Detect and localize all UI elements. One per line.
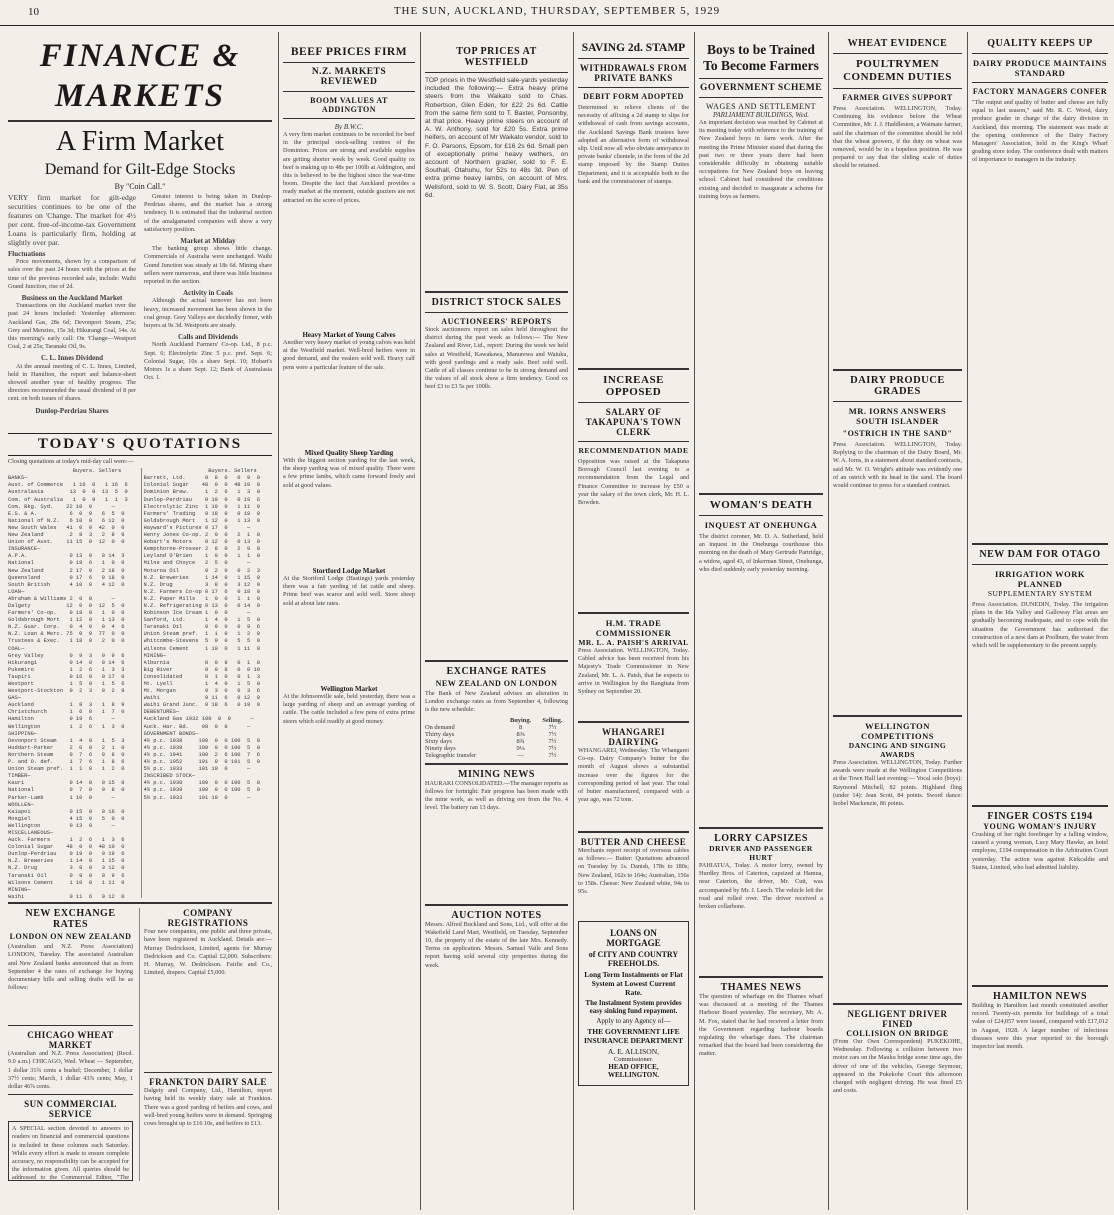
quotation-row: Sanford, Ltd. 1 4 0 1 5 0 — [143, 617, 260, 624]
stamp-column — [578, 36, 689, 1211]
quotation-row: National 0 7 0 0 8 0 — [8, 787, 125, 794]
quotation-row: Alburnia 0 0 9 0 1 0 — [143, 659, 260, 666]
subhead: Business on the Auckland Market — [21, 294, 123, 303]
quotation-row: Pukemiro 1 2 6 1 3 3 — [8, 666, 125, 673]
quotation-row: Kempthorne-Prosser 2 8 0 2 9 0 — [143, 546, 260, 553]
column-rule — [573, 32, 574, 1210]
westfield-text: TOP prices in the Westfield sale-yards yesterday included the following:— Extra heavy prime steers from the Waikato sold to Chas. Robertson, Glen Eden, for £22 2s 6d. Cattle from the same firm sold to T. Baxter, Ponsonby, at that price. Heavy prime steers on account of A. W. Anthony, sold for £20 5s. Extra prime heifers, on account of Mr Waikato vendor, sold to F. O. Parsons, Epsom, for £16 2s 6d. Small pen of exceptionally prime heavy wethers, on account of Northern grazier, sold to F. E. Southall, Otahuhu, for 52s to 48s 3d. Pen of extra prime heavy lambs, on account of Mrs. Wellsford, sold to W. S. Scott, Dairy Flat, at 35s 6d. — [425, 77, 568, 199]
quotation-row: Parker-Lamb 1 10 0 — — [8, 794, 115, 801]
article-text: Greater interest is being taken in Dunlop-Perdriau shares, and the market has a strong tendency. It is estimated that the industrial section of the amalgamated companies will show a very satisfactory position. — [144, 193, 272, 233]
ad-line: of CITY AND COUNTRY FREEHOLDS. — [588, 950, 679, 968]
exchange-title: NEW EXCHANGE RATES — [25, 908, 116, 931]
commercial-title: SUN COMMERCIAL SERVICE — [24, 1099, 117, 1120]
thames-text: The question of wharfage on the Thames wharf was discussed at a meeting of the Thames Harbour Board yesterday. The secretary, Mr. A. M. Fox, stated that he had received a letter from the Government regarding harbour boards regulating the wharfage dues. The chairman remarked that the board had been considering the matter. — [699, 993, 823, 1058]
dairy-sub: MR. IORNS ANSWERS SOUTH ISLANDER — [848, 406, 947, 426]
quotation-row: Robinson Ice Cream 1 0 0 — — [143, 610, 251, 617]
mortgage-ad — [578, 921, 689, 1086]
quality-text: "The output and quality of butter and cheese are fully equal to last season," said Mr. R. C. Wood, dairy produce grader in charge of the dairy division in Auckland, this morning. The statement was made at the opening conference of the Dairy Factory Managers' Association, held in the King's Wharf grading store today. The conference dealt with matters of importance to managers in the industry. — [972, 99, 1108, 164]
dam-sub2: SUPPLEMENTARY SYSTEM — [987, 589, 1093, 598]
stamp-text: Determined to relieve clients of the necessity of affixing a 2d stamp to slips for withdrawal of cash from savings accounts, the Auckland Savings Bank trustees have adopted an alternative form of withdrawal slip. Until now all who obviate annoyance to private banks' clientele, in the form of the 2d stamp imposed by the Stamp Duties Department, and it is acceptable both to the bank and the commissioner of stamps. — [578, 104, 689, 185]
article-text: Transactions on the Auckland market over the past 24 hours included: Yesterday afternoon: Auckland Gas, 28s 6d; Devonport Steam, 25s; Grey and Menzies, 15s 3d; Hikurangi Coal, 14s. At this morning's early call: On 'Change—Westport Coal, 2 at 25s; Taranaki Oil, 9s. — [8, 302, 136, 351]
quotation-row: Wilsons Cement 1 10 0 1 11 0 — [8, 879, 125, 886]
quotation-row: 4½ p.c. 1952 101 0 0 101 5 0 — [143, 759, 260, 766]
quotation-row: 5½ p.c. 1933 101 10 0 — — [143, 794, 251, 801]
quotation-row: N.Z. Guar. Corp. 0 4 0 0 4 6 — [8, 624, 125, 631]
quotation-row: Barrett, Ltd. 0 8 0 0 9 0 — [143, 475, 260, 482]
wheat-sub2: FARMER GIVES SUPPORT — [842, 93, 953, 102]
page-number: 10 — [28, 6, 39, 18]
paper-title: THE SUN, AUCKLAND, THURSDAY, SEPTEMBER 5, 1929 — [393, 5, 721, 17]
quotation-row: N.Z. Breweries 1 14 0 1 15 0 — [143, 574, 260, 581]
column-rule — [967, 32, 968, 1210]
exchange-row — [425, 752, 568, 759]
quotation-row: New Zealand 2 8 3 2 8 9 — [8, 532, 125, 539]
quotation-row: Auckland 1 8 3 1 8 9 — [8, 702, 125, 709]
quotation-row: Moturoa Oil 0 2 0 0 2 3 — [143, 567, 260, 574]
quotation-row: GAS— — [8, 695, 21, 702]
article-text: At the annual meeting of C. L. Innes, Limited, held in Hamilton, the report and balance-sheet showed another year of healthy progress. The directors recommended the usual dividend of 8 per cent. on both issues of shares. — [8, 362, 136, 403]
beef-title: BEEF PRICES FIRM — [290, 46, 408, 58]
quality-column — [972, 36, 1108, 1211]
farmers-title: Boys to be Trained To Become Farmers — [703, 42, 819, 73]
quotation-row: Electrolytic Zinc 1 10 0 1 11 0 — [143, 503, 260, 510]
quotation-row: Farmers' Co-op. 0 18 0 1 0 0 — [8, 610, 125, 617]
commercial-text: A SPECIAL section devoted to answers to readers on financial and commercial questions is included in these columns each Saturday. While every effort is made to ensure complete accuracy, no responsibility can be accepted for the information given. All queries should be addressed to the Commercial Editor, "The — [8, 1121, 133, 1181]
quotation-row: E.S. & A. 6 0 0 6 5 0 — [8, 510, 125, 517]
article-text: At the Johnsonville sale, held yesterday, there was a large yarding of sheep and an average yarding of cattle. The cattle included a few pens of extra prime steers which sold readily at good money. — [283, 693, 415, 725]
increase-sub2: RECOMMENDATION MADE — [578, 446, 689, 455]
exchange-row — [425, 724, 568, 731]
dairy-title: DAIRY PRODUCE GRADES — [850, 375, 945, 397]
exchange-row — [425, 731, 568, 738]
quotation-row: Westport 1 5 0 1 5 6 — [8, 681, 125, 688]
quotation-row: National of N.Z. 6 10 0 6 12 0 — [8, 517, 125, 524]
quotation-row: N.Z. Drug 3 8 0 3 12 0 — [143, 581, 260, 588]
quotation-row: N.Z. Loan & Merc. 75 0 0 77 0 0 — [8, 631, 125, 638]
quotation-row: Dalgety 12 0 0 12 5 0 — [8, 602, 125, 609]
trade-text: Press Association. WELLINGTON, Today. Cabled advice has been received from his Majesty's Trade Commissioner in New Zealand, Mr. L. A. Paish, that he expects to arrive in Wellington by the Rangitata from Sydney on September 20. — [578, 647, 689, 696]
quotation-row: COAL— — [8, 645, 25, 652]
quotation-row: Henry Jones Co-op. 2 0 0 2 1 0 — [143, 532, 260, 539]
exchange-cell: 7½ — [548, 737, 557, 745]
quotation-row: A.P.A. 0 13 9 0 14 3 — [8, 553, 125, 560]
quotation-row: Mosgiel 4 15 0 5 0 0 — [8, 815, 125, 822]
quotations-header: Buyers. Sellers — [8, 468, 122, 475]
exchange-rates-text: The Bank of New Zealand advises an alteration in London exchange rates as from September 4, following is the new schedule: — [425, 690, 568, 714]
wheat-sub: POULTRYMEN CONDEMN DUTIES — [843, 58, 952, 83]
westfield-title: TOP PRICES AT WESTFIELD — [456, 46, 537, 68]
quotation-row: Hobart's Motors 0 12 0 0 13 0 — [143, 539, 260, 546]
subhead: Mixed Quality Sheep Yarding — [304, 449, 394, 457]
quotation-row: Com. Bkg. Syd. 22 10 0 — — [8, 503, 115, 510]
quotation-row: Colonial Sugar 48 0 0 48 10 0 — [143, 482, 260, 489]
finance-banner: FINANCE & MARKETS — [39, 38, 241, 114]
increase-title: INCREASE OPPOSED — [603, 374, 664, 398]
beef-column — [283, 36, 415, 941]
exchange-table — [425, 717, 568, 759]
ad-line: HEAD OFFICE, WELLINGTON. — [607, 1063, 660, 1079]
quotation-row: Farmers' Trading 0 18 0 0 19 0 — [143, 510, 260, 517]
dairy-text: Press Association. WELLINGTON, Today. Replying to the chairman of the Dairy Board, Mr. W. A. Iorns, in a statement about standard contracts, said Mr. W. O. Wright's attitude was evidently one of an ostrich with its head in the sand. The board would continue to press for a standard contract. — [833, 441, 962, 490]
quotation-row: Christchurch 1 6 0 1 7 0 — [8, 709, 125, 716]
quotation-row: Com. of Australia 1 0 9 1 1 3 — [8, 496, 128, 503]
exchange-rates-title: EXCHANGE RATES — [446, 666, 547, 677]
death-sub: INQUEST AT ONEHUNGA — [704, 520, 818, 530]
quotations-note: Closing quotations at today's mid-day call were:— — [8, 458, 134, 465]
subhead: Activity in Coals — [183, 289, 233, 298]
lead-title: A Firm Market — [56, 126, 224, 157]
quotation-row: Whitcombe-Stevens 5 0 0 5 5 0 — [143, 638, 260, 645]
quotation-row: Aust. of Commerce 1 16 0 1 16 6 — [8, 482, 128, 489]
farmers-dateline: PARLIAMENT BUILDINGS, Wed. — [713, 111, 809, 119]
quotation-row: Hamilton 0 19 6 — — [8, 716, 115, 723]
quotation-row: Milne and Choyce 2 5 0 — — [143, 560, 251, 567]
quotation-row: N.Z. Paper Mills 1 0 0 1 1 0 — [143, 595, 260, 602]
quotations-title: TODAY'S QUOTATIONS — [8, 433, 272, 456]
ad-line: Apply to any Agency of— — [596, 1017, 671, 1025]
byline: By "Coin Call." — [114, 182, 166, 191]
quotations-list-a — [8, 475, 137, 898]
article-text: At the Stortford Lodge (Hastings) yards yesterday there was a fair yarding of fat cattle and sheep. Prime beef was scarce and sold well. Store sheep sold at about late rates. — [283, 575, 415, 607]
dam-title: NEW DAM FOR OTAGO — [979, 549, 1101, 560]
beef-text: A very firm market continues to be recorded for beef in the principal stock-selling centres of the Dominion. Prices are strong and available supplies are getting shorter week by week. Good quality ox beef is making up to 48s per 100lb at Addington, and this is believed to be the highest since the war-time boom. Despite the fact that Auckland provides a ready market at the moment, outside graziers are not attracted on the score of prices. — [283, 131, 415, 204]
quality-sub2: FACTORY MANAGERS CONFER — [972, 87, 1108, 96]
frankton-title: FRANKTON DAIRY SALE — [149, 1077, 267, 1088]
quotation-row: 4½ p.c. 1939 100 0 0 100 5 0 — [143, 744, 260, 751]
quotation-row: Wellington 0 13 0 — — [8, 822, 115, 829]
quotation-row: Union Steam pref. 1 1 0 1 2 0 — [8, 766, 125, 773]
subhead: Calls and Dividends — [178, 333, 238, 342]
stamp-title: SAVING 2d. STAMP — [581, 42, 686, 54]
quotations-header: Buyers. Sellers — [143, 468, 257, 475]
ad-line: The Instalment System provides easy sinking fund repayment. — [585, 999, 682, 1015]
quotation-row: BANKS— — [8, 475, 28, 482]
quotation-row: Kaiapoi 0 15 0 0 16 0 — [8, 808, 125, 815]
article-text: The banking group shows little change. Commercials of Australia were unchanged. Waihi Grand Junction was steady at 18s 6d. Mining share sellers were numerous, and there was little business reported in the section. — [144, 245, 272, 286]
exchange-cell: 7½ — [548, 723, 557, 731]
quotation-row: Waihi 0 11 6 0 12 0 — [143, 695, 260, 702]
district-sub: AUCTIONEERS' REPORTS — [441, 317, 552, 326]
increase-sub: SALARY OF TAKAPUNA'S TOWN CLERK — [585, 407, 682, 437]
subhead: Wellington Market — [320, 685, 378, 693]
subhead: C. L. Innes Dividend — [40, 354, 104, 363]
negligent-title: NEGLIGENT DRIVER FINED — [847, 1009, 948, 1029]
mining-title: MINING NEWS — [458, 768, 535, 780]
quotation-row: MISCELLANEOUS— — [8, 829, 54, 836]
trade-sub: MR. L. A. PAISH'S ARRIVAL — [578, 638, 689, 647]
exchange-row — [425, 738, 568, 745]
finger-sub: YOUNG WOMAN'S INJURY — [983, 822, 1097, 831]
registrations-title: COMPANY REGISTRATIONS — [167, 908, 249, 929]
ad-line: Long Term Instalments or Flat System at Lowest Current Rate. — [584, 970, 683, 997]
increase-text: Opposition was raised at the Takapuna Borough Council last evening to a recommendation from the Legal and Finance Committee to increase by £50 a year the salary of the town clerk, Mr. H. L. Bowden. — [578, 458, 689, 507]
quotation-row: Union of Aust. 11 15 0 12 0 0 — [8, 539, 125, 546]
quotation-row: 4½ p.c. 1938 100 0 0 100 5 0 — [143, 737, 260, 744]
quotation-row: Goldsbrough Mort 1 12 0 1 13 0 — [143, 517, 260, 524]
trade-title: H.M. TRADE COMMISSIONER — [595, 618, 672, 638]
stamp-sub2: DEBIT FORM ADOPTED — [583, 92, 684, 101]
article-text: Another very heavy market of young calves was held at the Westfield market. Well-bred heifers were in good demand, and the vealers sold well. Heavy calf pens were a particular feature of the sale. — [283, 339, 415, 371]
quotation-row: New South Wales 41 0 0 42 0 0 — [8, 524, 125, 531]
quotations-list-b — [144, 475, 273, 801]
wheat-title: WHEAT EVIDENCE — [847, 38, 948, 49]
masthead — [0, 0, 1114, 26]
quotation-row: N.Z. Refrigerating 0 13 0 0 14 0 — [143, 602, 260, 609]
quotation-row: SHIPPING— — [8, 730, 38, 737]
quotation-row: Kauri 0 14 0 0 15 0 — [8, 780, 125, 787]
col-head: Buying. — [509, 716, 532, 724]
chicago-text: (Australian and N.Z. Press Association) (Recd. 9.0 a.m.) CHICAGO, Wed. Wheat — September, 1 dollar 31¾ cents a bushel; December, 1 dollar 37½ cents; March, 1 dollar 43⅞ cents; May, 1 dollar 46⅞ cents. — [8, 1050, 133, 1091]
death-text: The district coroner, Mr. D. A. Sutherland, held an inquest in the Onehunga courthouse this morning on the death of Mary Gertrude Partridge, a widow, aged 43, of Inkerman Street, Onehunga, who died suddenly early yesterday morning. — [699, 533, 823, 573]
exchange-cell: Ninety days — [425, 744, 456, 752]
article-text: Although the actual turnover has not been heavy, increased movement has been shown in the coal group. Grey Valleys are decidedly firmer, with buyers at 9s 3d. Westports are steady. — [144, 297, 272, 330]
quotation-row: GOVERNMENT BONDS— — [143, 730, 199, 737]
exchange-cell: 9⅛ — [516, 744, 525, 752]
beef-byline: By B.W.C. — [334, 123, 364, 131]
dam-sub: IRRIGATION WORK PLANNED — [994, 569, 1086, 589]
column-rule — [420, 32, 421, 1210]
quotation-row: INSCRIBED STOCK— — [143, 773, 196, 780]
quotation-row: South British 4 10 0 4 12 0 — [8, 581, 125, 588]
exchange-row — [425, 745, 568, 752]
quotation-row: Colonial Sugar 48 0 0 48 10 0 — [8, 844, 125, 851]
exchange-cell: — — [517, 751, 524, 759]
negligent-text: (From Our Own Correspondent) PUKEKOHE, Wednesday. Following a collision between two motor cars on the Mauku bridge some time ago, the driver of one of the vehicles, George Seymour, appeared in the Pukekohe Court this afternoon charged with negligent driving. He was fined £5 and costs. — [833, 1038, 962, 1095]
quotation-row: Taranaki Oil 0 9 0 0 9 6 — [143, 624, 260, 631]
subhead: Dunlop-Perdriau Shares — [35, 406, 109, 415]
district-title: DISTRICT STOCK SALES — [431, 297, 562, 308]
exchange-sub: LONDON ON NEW ZEALAND — [9, 932, 132, 942]
subhead: Heavy Market of Young Calves — [302, 331, 396, 339]
farmers-sub2: WAGES AND SETTLEMENT — [706, 102, 816, 111]
quotation-row: 4½ p.c. 1938 100 0 0 100 5 0 — [143, 780, 260, 787]
quality-title: QUALITY KEEPS UP — [987, 38, 1093, 49]
lorry-text: PAHIATUA, Today. A motor lorry, owned by Hurdley Bros. of Caterton, capsized at Hamua, near Caterton, the driver, Mr. Cutt, was accompanied by Mr. J. Leech. The vehicle left the road and rolled over. The driver received a broken collarbone. — [699, 862, 823, 911]
chicago-title: CHICAGO WHEAT MARKET — [27, 1030, 114, 1051]
lead-article — [8, 193, 272, 429]
ad-line: Commissioner. — [613, 1056, 654, 1063]
lorry-title: LORRY CAPSIZES — [714, 833, 808, 844]
death-title: WOMAN'S DEATH — [709, 499, 813, 511]
competitions-text: Press Association. WELLINGTON, Today. Further awards were made at the Wellington Competitions at the Town Hall last evening:— Vocal solo (boys): Raymond Mitchell, 82 points. Highland fling (under 14): Jean Scott, 84 points. Sword dance: Isobel Mackenzie, 86 points. — [833, 759, 962, 808]
hamilton-text: Building in Hamilton last month constituted another record. Twenty-six permits for buildings of a total value of £24,057 were issued, compared with £17,012 in August, 1928. A larger number of infectious diseases were this year reported to the borough inspector last month. — [972, 1002, 1108, 1051]
quotation-row: MINING— — [143, 652, 167, 659]
quotation-row: Hayward's Pictures 0 17 0 — — [143, 524, 251, 531]
quotation-row: Leyland O'Brien 1 0 0 1 1 0 — [143, 553, 260, 560]
finger-text: Crushing of her right forefinger by a falling window, caused a young woman, Lucy Mary Hawke, an hotel employee, £194 compensation in the Arbitration Court yesterday. The action was against Kirkcaldie and Stains, Limited, who had admitted liability. — [972, 831, 1108, 871]
quotation-row: Union Steam pref. 1 1 0 1 2 0 — [143, 631, 260, 638]
quotation-row: 5½ p.c. 1933 101 10 0 — — [143, 766, 251, 773]
wheat-column — [833, 36, 962, 1211]
quotation-row: Waihi Grand Junc. 0 18 6 0 19 0 — [143, 702, 260, 709]
quotation-row: LOAN— — [8, 588, 25, 595]
exchange-text: (Australian and N.Z. Press Association) LONDON, Tuesday. The associated Australian and New Zealand banks announced that as from September 4 the rates of exchange for buying documentary bills and selling drafts will be as follows: — [8, 943, 133, 992]
column-rule — [694, 32, 695, 1210]
quotation-row: Big River 0 0 8 0 0 10 — [143, 666, 260, 673]
farmers-sub: GOVERNMENT SCHEME — [699, 83, 823, 93]
dam-text: Press Association. DUNEDIN, Today. The irrigation plans in the Ida Valley and Galloway Flat areas are gradually becoming inadequate, and to cope with the situation the Government has authorised the construction of a new dam at Poolburn, the water from which will be supplementary to the present supply. — [972, 601, 1108, 650]
quotation-row: N.Z. Drug 3 8 0 3 12 0 — [8, 865, 125, 872]
quotation-row: MINING— — [8, 886, 31, 893]
quotation-row: Dunlop-Perdriau 0 19 0 0 19 6 — [8, 851, 125, 858]
quotation-row: Devonport Steam 1 4 9 1 5 3 — [8, 737, 125, 744]
mining-text: HAURAKI CONSOLIDATED.—The manager reports as follows for fortnight: Fair progress has been made with the mine work, as well as driving ore from the No. 4 level. The battery ran 13 days. — [425, 779, 568, 812]
negligent-sub: COLLISION ON BRIDGE — [846, 1029, 949, 1038]
exchange-cell: 7½ — [548, 730, 557, 738]
farmers-column — [699, 36, 823, 1211]
quotation-row: Grey Valley 0 9 3 0 9 6 — [8, 652, 125, 659]
dairy-quote: "OSTRICH IN THE SAND" — [842, 429, 953, 438]
quotation-row: Goldsbrough Mort 1 12 0 1 13 0 — [8, 617, 125, 624]
exchange-cell: Sixty days — [425, 737, 452, 745]
column-rule — [278, 32, 279, 1210]
finance-column — [8, 36, 272, 1211]
whangarei-title: WHANGAREI DAIRYING — [601, 727, 665, 747]
quotation-row: Dominion Brew. 1 2 6 1 3 0 — [143, 489, 260, 496]
quotation-row: TIMBER— — [8, 773, 31, 780]
lower-finance — [8, 908, 272, 1181]
westfield-column — [425, 36, 568, 1211]
lead-deck: Demand for Gilt-Edge Stocks — [44, 161, 236, 178]
quotation-row: Auckland Gas 1932 100 0 0 — — [143, 716, 254, 723]
quotations-table — [8, 468, 272, 898]
auction-title: AUCTION NOTES — [451, 909, 542, 921]
auction-text: Messrs. Alfred Buckland and Sons, Ltd., will offer at the Wakefield Land Mart, Westfield, on Tuesday, September 10, the property of the estate of the late Mrs. Kennedy. Terms on application. Messrs. Samuel Vaile and Sons report having sold several city properties during the week. — [425, 920, 568, 969]
quotation-row: N.Z. Breweries 1 14 0 1 15 0 — [8, 858, 125, 865]
district-text: Stock auctioneers report on sales held throughout the district during the past week as follows:— The New Zealand and River, Ltd., report: During the week we held sales at Westfield, Kawakawa, Manurewa and Waiuku, with good yardings and a ready sale. Beef sold well. Cattle of all classes continue to be in strong demand and the values of all stock show a firm tendency. Good ox beef £3 to £3 5s per 100lb. — [425, 326, 568, 391]
quotation-row: Queensland 0 17 6 0 18 0 — [8, 574, 125, 581]
exchange-cell: Thirty days — [425, 730, 455, 738]
article-text: Price movements, shown by a comparison of sales over the past 24 hours with the prices at the time of the previous recorded sale, include: Waihi Grand Junction, rise of 2d. — [8, 258, 136, 290]
exchange-cell: 8⅜ — [516, 730, 525, 738]
quotation-row: P. and O. def. 1 7 6 1 8 6 — [8, 759, 125, 766]
quotation-row: WOOLLEN— — [8, 801, 34, 808]
hamilton-title: HAMILTON NEWS — [992, 991, 1088, 1002]
quotation-row: Wellington 1 2 6 1 3 0 — [8, 723, 125, 730]
lorry-sub: DRIVER AND PASSENGER HURT — [709, 844, 813, 862]
finger-title: FINGER COSTS £194 — [987, 811, 1093, 822]
butter-text: Merchants report receipt of overseas cables as follows:— Butter: Quotations advanced on Tuesday by 1s. Danish, 178s to 180s; New Zealand, 162s to 164s; Australian, 156s to 158s. Cheese: New Zealand white, 94s to 95s. — [578, 847, 689, 896]
competitions-sub: DANCING AND SINGING AWARDS — [848, 741, 947, 759]
quotation-row: Auck. Har. Bd. 98 0 0 — — [143, 723, 251, 730]
whangarei-text: WHANGAREI, Wednesday. The Whangarei Co-op. Dairy Company's butter for the month of August shows a substantial increase over the figures for the corresponding period of last year. The total of butter manufactured, compared with a year ago, was 72 tons. — [578, 747, 689, 804]
quotation-row: Auck. Farmers 1 2 6 1 3 6 — [8, 837, 125, 844]
exchange-cell: 7½ — [548, 744, 557, 752]
quotation-row: Dunlop-Perdriau 0 19 0 0 19 6 — [143, 496, 260, 503]
registrations-text: Four new companies, one public and three private, have been registered in Auckland. Details are:— Murray Dedrickson, Limited, agents for Murray Dedrickson and Co. Capital £2,000. Subscribers: H. Murray, W. Dedrickson. Fairlie and Co., Limited, drapers. Capital £5,000. — [144, 928, 272, 977]
competitions-title: WELLINGTON COMPETITIONS — [860, 721, 935, 741]
quotation-row: New Zealand 2 17 0 2 18 0 — [8, 567, 125, 574]
stamp-sub: WITHDRAWALS FROM PRIVATE BANKS — [579, 63, 688, 83]
quotation-row: Trustees & Exec. 1 18 0 2 0 0 — [8, 638, 125, 645]
subhead: Stortford Lodge Market — [312, 567, 386, 575]
exchange-rates-sub: NEW ZEALAND ON LONDON — [435, 679, 558, 688]
exchange-cell: Telegraphic transfer — [425, 751, 477, 759]
lead-text: VERY firm market for gilt-edge securities continues to be one of the features on 'Change. The market for 4½ per cent. free-of-income-tax Government Loans is particularly firm, holding at slightly over par. — [8, 193, 136, 247]
quotation-row: 4½ p.c. 1941 100 2 6 100 7 6 — [143, 751, 260, 758]
quotation-row: Taupiri 0 16 0 0 17 0 — [8, 673, 125, 680]
quotation-row: 4½ p.c. 1939 100 0 0 100 5 0 — [143, 787, 260, 794]
exchange-cell: 7½ — [548, 751, 557, 759]
ad-line: A. E. ALLISON, — [607, 1047, 660, 1056]
beef-sub: N.Z. MARKETS REVIEWED — [311, 67, 387, 87]
article-text: North Auckland Farmers' Co-op. Ltd., 8 p.c. Sept. 6; Electrolytic Zinc 5 p.c. pref. Sept. 6; Colonial Sugar, 10s a share Sept. 10; Hobart's Motors 1s a share Sept. 12; Bank of Australasia Oct. 1. — [144, 341, 272, 382]
exchange-cell: 8¾ — [516, 737, 525, 745]
ad-line: THE GOVERNMENT LIFE INSURANCE DEPARTMENT — [584, 1027, 683, 1045]
quotation-row: Waihi 0 11 6 0 12 0 — [8, 893, 125, 899]
thames-title: THAMES NEWS — [720, 982, 802, 993]
quotation-row: Northern Steam 0 7 6 0 8 0 — [8, 751, 125, 758]
quotation-row: INSURANCE— — [8, 546, 41, 553]
quotation-row: Abraham & Williams 2 0 0 — — [8, 595, 115, 602]
article-text: With the biggest section yarding for the last week, the sheep yarding was of mixed quality. There were a few prime lambs, which came forward freely and sold at good values. — [283, 457, 415, 489]
col-head: Selling. — [542, 716, 563, 724]
butter-title: BUTTER AND CHEESE — [580, 837, 687, 847]
farmers-text: An important decision was reached by Cabinet at its meeting today with reference to the training of New Zealand boys in farm work. After the meeting the Prime Minister stated that during the past two or three years there had been considerable difficulty in obtaining suitable occupations for New Zealand boys on leaving school. Cabinet had considered the conditions existing and decided to inaugurate a scheme for training boys as farmers. — [699, 119, 823, 200]
quotation-row: National 0 19 6 1 0 0 — [8, 560, 125, 567]
quotation-row: Hikurangi 0 14 0 0 14 6 — [8, 659, 125, 666]
quotation-row: N.Z. Farmers Co-op 0 17 6 0 18 0 — [143, 588, 260, 595]
beef-sub2: BOOM VALUES AT ADDINGTON — [310, 96, 388, 114]
quotation-row: Huddart-Parker 2 0 0 2 1 0 — [8, 744, 125, 751]
quotation-row: Mt. Morgan 0 3 0 0 3 6 — [143, 688, 260, 695]
quotation-row: Wilsons Cement 1 10 0 1 11 0 — [143, 645, 260, 652]
quotation-row: Taranaki Oil 0 9 0 0 9 6 — [8, 872, 125, 879]
quality-sub: DAIRY PRODUCE MAINTAINS STANDARD — [973, 58, 1107, 78]
quotation-row: Westport-Stockton 0 2 3 0 2 9 — [8, 688, 125, 695]
exchange-cell: 8 — [518, 723, 523, 731]
subhead: Market at Midday — [180, 237, 236, 246]
frankton-text: Dalgety and Company, Ltd., Hamilton, report having held its weekly dairy sale at Frankton. There was a good yarding of heifers and cows, and well-bred young heifers were in demand. Springing cows brought up to £16 10s, and heifers to £13. — [144, 1087, 272, 1128]
quotation-row: DEBENTURES— — [143, 709, 180, 716]
quotation-row: Mt. Lyell 1 4 0 1 5 0 — [143, 681, 260, 688]
quotation-row: Australasia 13 0 0 13 5 0 — [8, 489, 128, 496]
subhead: Fluctuations — [8, 250, 46, 258]
ad-title: LOANS ON MORTGAGE — [606, 928, 661, 948]
exchange-cell: On demand — [425, 723, 455, 731]
quotation-row: Consolidated 0 1 0 0 1 3 — [143, 673, 260, 680]
wheat-text: Press Association. WELLINGTON, Today. Continuing his evidence before the Wheat Committee, Mr. J. J. Huddleston, a Waimate farmer, said the chairman of the committee should be told that the wheat growers, if the duty on wheat was removed, would be in a hopeless position. He was prepared to say that the sliding scale of duties should be retained. — [833, 105, 962, 170]
column-rule — [828, 32, 829, 1210]
